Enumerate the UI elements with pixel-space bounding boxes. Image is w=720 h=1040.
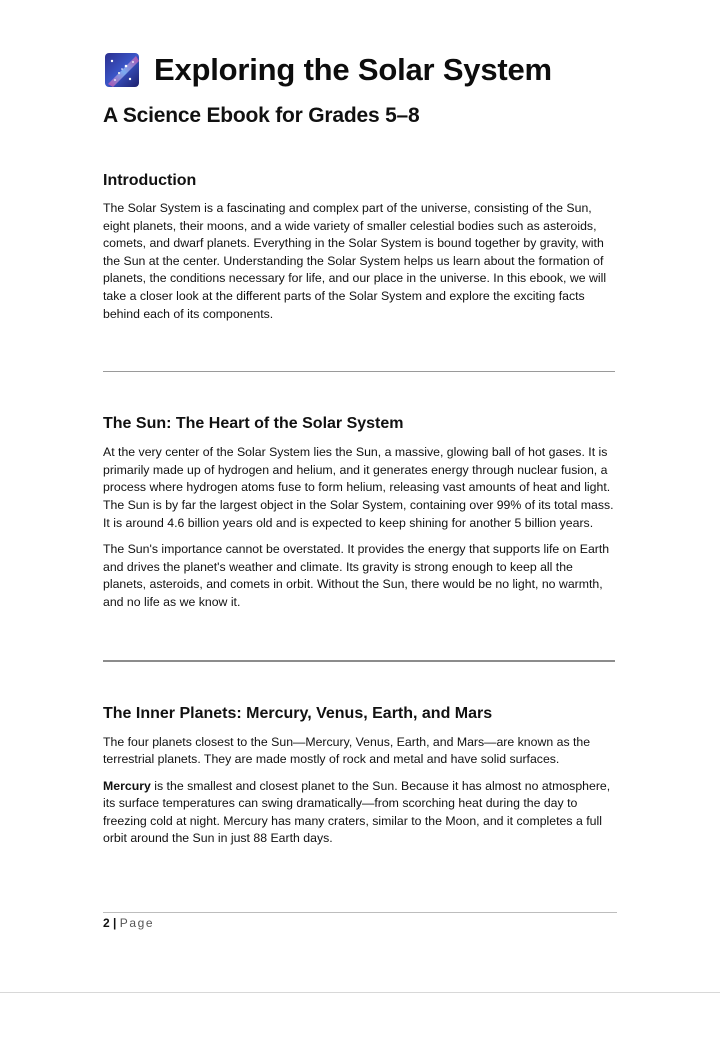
title-row <box>103 48 615 92</box>
mercury-text: is the smallest and closest planet to the Sun. Because it has almost no atmosphere, its surface temperatures can swing dramatically—from scorching heat during the day to freezing cold at night. Mercury has many craters, similar to the Moon, and it completes a full orbit around the Sun in just 88 Earth days. <box>103 778 611 846</box>
section-divider <box>103 371 615 372</box>
page-label: Page <box>119 916 155 930</box>
inner-planets-paragraph: The four planets closest to the Sun—Mercury, Venus, Earth, and Mars—are known as the terrestrial planets. They are made mostly of rock and metal and have solid surfaces. <box>103 734 591 767</box>
section-heading-inner-planets: The Inner Planets: Mercury, Venus, Earth, and Mars <box>103 704 493 722</box>
introduction-paragraph: The Solar System is a fascinating and complex part of the universe, consisting of the Sun, eight planets, their moons, and a wide variety of smaller celestial bodies such as asteroids, comets, and dwarf planets. Everything in the Solar System is bound together by gravity, with the Sun at the center. Understanding the Solar System helps us learn about the formation of planets, the conditions necessary for life, and our place in the universe. In this ebook, we will take a closer look at the different parts of the Solar System and explore the exciting facts behind each of its components. <box>103 201 607 321</box>
section-heading-introduction: Introduction <box>103 172 197 189</box>
page-footer <box>103 916 154 930</box>
footer-separator: | <box>109 916 120 930</box>
mercury-term: Mercury <box>103 778 151 793</box>
milky-way-icon <box>105 53 139 87</box>
page-number: 2 <box>103 916 110 930</box>
mercury-paragraph <box>103 778 615 848</box>
sun-paragraph-2: The Sun's importance cannot be overstated. It provides the energy that supports life on Earth and drives the planet's weather and climate. Its gravity is strong enough to keep all the planets, asteroids, and comets in orbit. Without the Sun, there would be no light, no warmth, and no life as we know it. <box>103 542 610 609</box>
section-heading-sun: The Sun: The Heart of the Solar System <box>103 415 404 433</box>
sun-paragraph-1: At the very center of the Solar System lies the Sun, a massive, glowing ball of hot gases. It is primarily made up of hydrogen and helium, and it generates energy through nuclear fusion, a process where hydrogen atoms fuse to form helium, releasing vast amounts of heat and light. The Sun is by far the largest object in the Solar System, containing over 99% of its total mass. It is around 4.6 billion years old and is expected to keep shining for another 5 billion years. <box>103 445 614 530</box>
document-title: Exploring the Solar System <box>154 52 552 87</box>
viewer-background <box>0 993 720 1040</box>
footer-divider <box>103 912 617 913</box>
document-subtitle: A Science Ebook for Grades 5–8 <box>103 104 420 127</box>
page-content <box>103 48 615 848</box>
section-divider <box>103 660 615 662</box>
